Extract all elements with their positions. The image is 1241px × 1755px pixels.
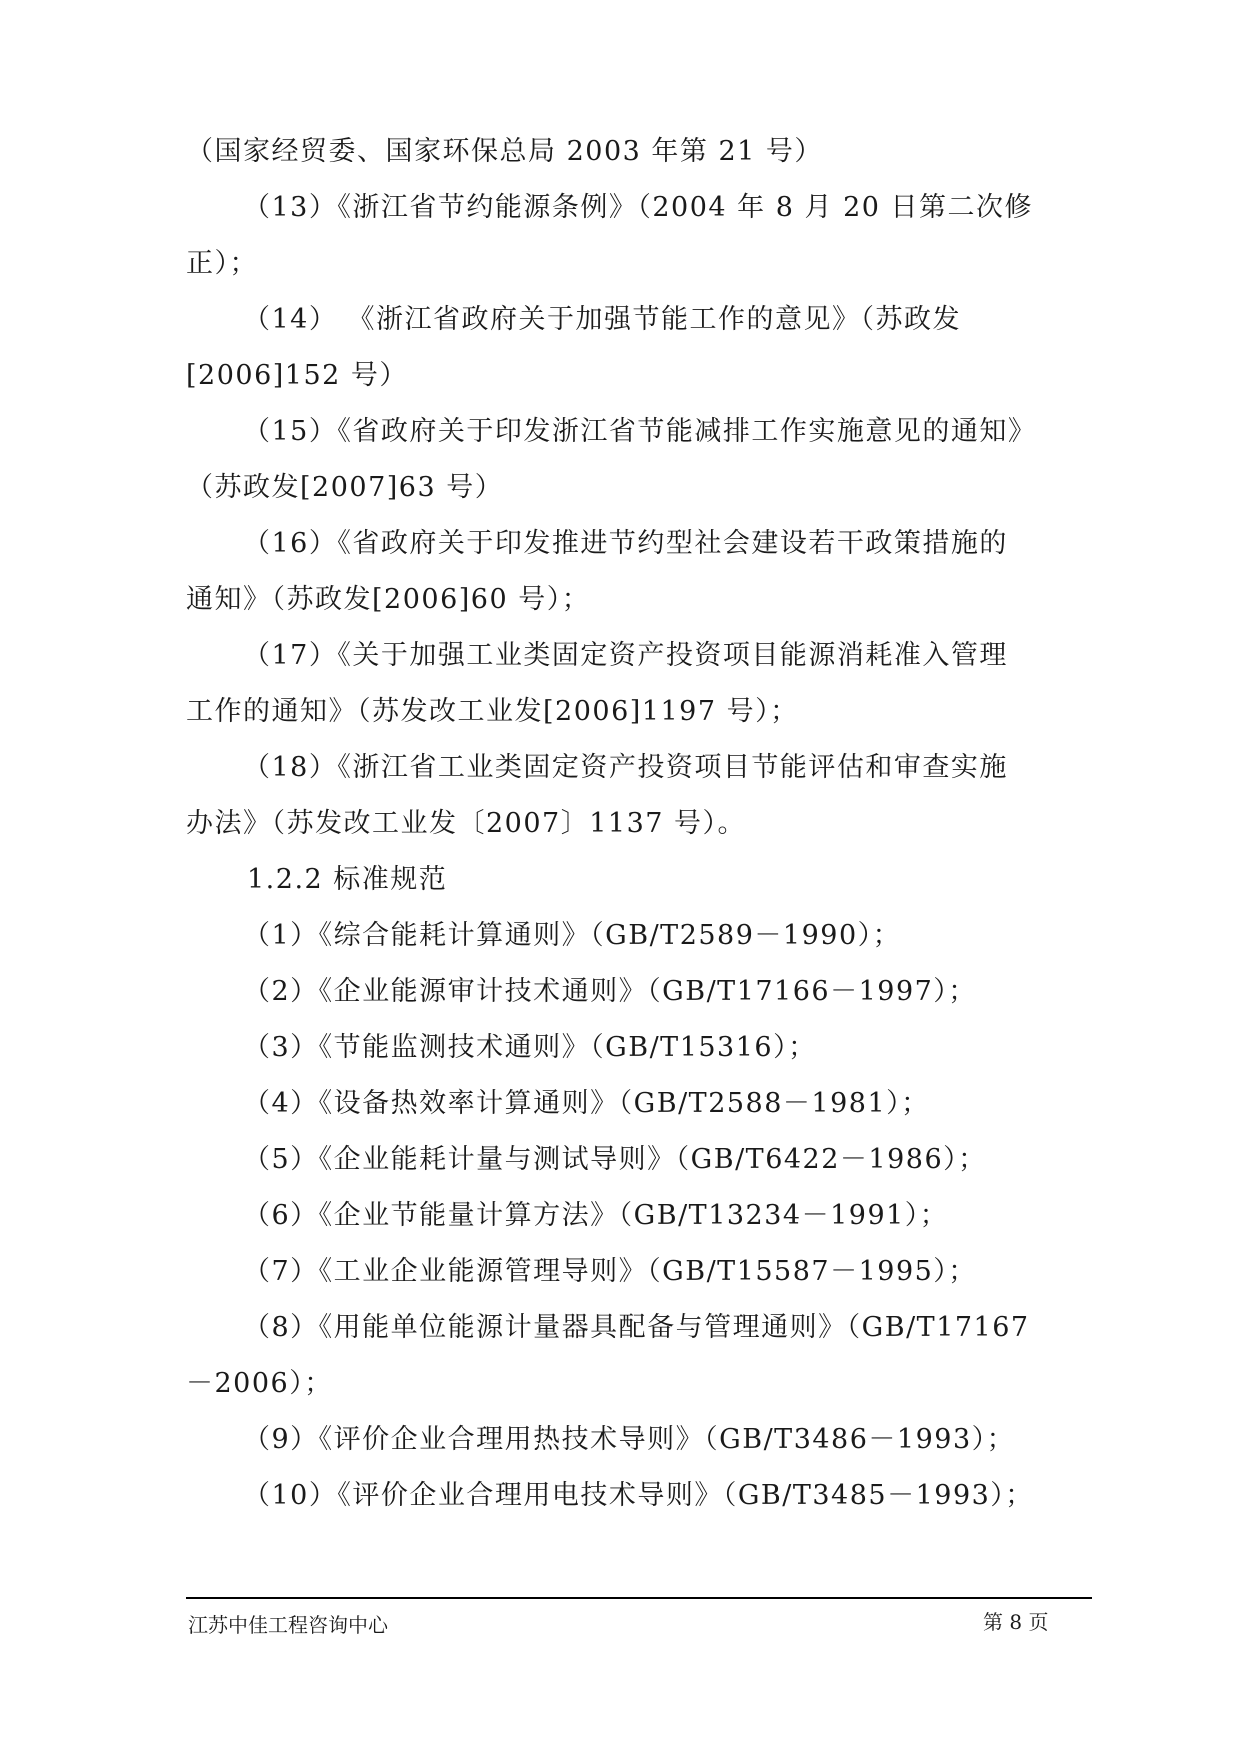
text-line: （17）《关于加强工业类固定资产投资项目能源消耗准入管理	[243, 640, 1008, 671]
text-line: （13）《浙江省节约能源条例》（2004 年 8 月 20 日第二次修	[243, 192, 1034, 223]
text-line: （国家经贸委、国家环保总局 2003 年第 21 号）	[186, 136, 823, 167]
text-line: （8）《用能单位能源计量器具配备与管理通则》（GB/T17167	[243, 1312, 1030, 1343]
footer-divider	[186, 1597, 1092, 1599]
section-heading: 1.2.2 标准规范	[247, 864, 448, 895]
text-line: （3）《节能监测技术通则》（GB/T15316）；	[243, 1032, 817, 1063]
text-line: （14） 《浙江省政府关于加强节能工作的意见》（苏政发	[243, 304, 961, 335]
text-line: （6）《企业节能量计算方法》（GB/T13234－1991）；	[243, 1200, 949, 1231]
text-line: （10）《评价企业合理用电技术导则》（GB/T3485－1993）；	[243, 1480, 1034, 1511]
text-line: （9）《评价企业合理用热技术导则》（GB/T3486－1993）；	[243, 1424, 1016, 1455]
footer-organization: 江苏中佳工程咨询中心	[188, 1613, 388, 1637]
text-line: （18）《浙江省工业类固定资产投资项目节能评估和审查实施	[243, 752, 1008, 783]
text-line: 办法》（苏发改工业发〔2007〕1137 号）。	[186, 808, 747, 839]
text-line: （15）《省政府关于印发浙江省节能减排工作实施意见的通知》	[243, 416, 1037, 447]
text-line: （7）《工业企业能源管理导则》（GB/T15587－1995）；	[243, 1256, 977, 1287]
text-line: （苏政发[2007]63 号）	[186, 472, 504, 503]
text-line: [2006]152 号）	[186, 360, 408, 391]
text-line: （1）《综合能耗计算通则》（GB/T2589－1990）；	[243, 920, 902, 951]
page-number: 第 8 页	[983, 1610, 1049, 1634]
text-line: 通知》（苏政发[2006]60 号）；	[186, 584, 591, 615]
text-line: （16）《省政府关于印发推进节约型社会建设若干政策措施的	[243, 528, 1008, 559]
text-line: （2）《企业能源审计技术通则》（GB/T17166－1997）；	[243, 976, 977, 1007]
text-line: 工作的通知》（苏发改工业发[2006]1197 号）；	[186, 696, 799, 727]
text-line: －2006）；	[186, 1368, 333, 1399]
text-line: （5）《企业能耗计量与测试导则》（GB/T6422－1986）；	[243, 1144, 987, 1175]
text-line: 正）；	[186, 248, 258, 279]
text-line: （4）《设备热效率计算通则》（GB/T2588－1981）；	[243, 1088, 930, 1119]
